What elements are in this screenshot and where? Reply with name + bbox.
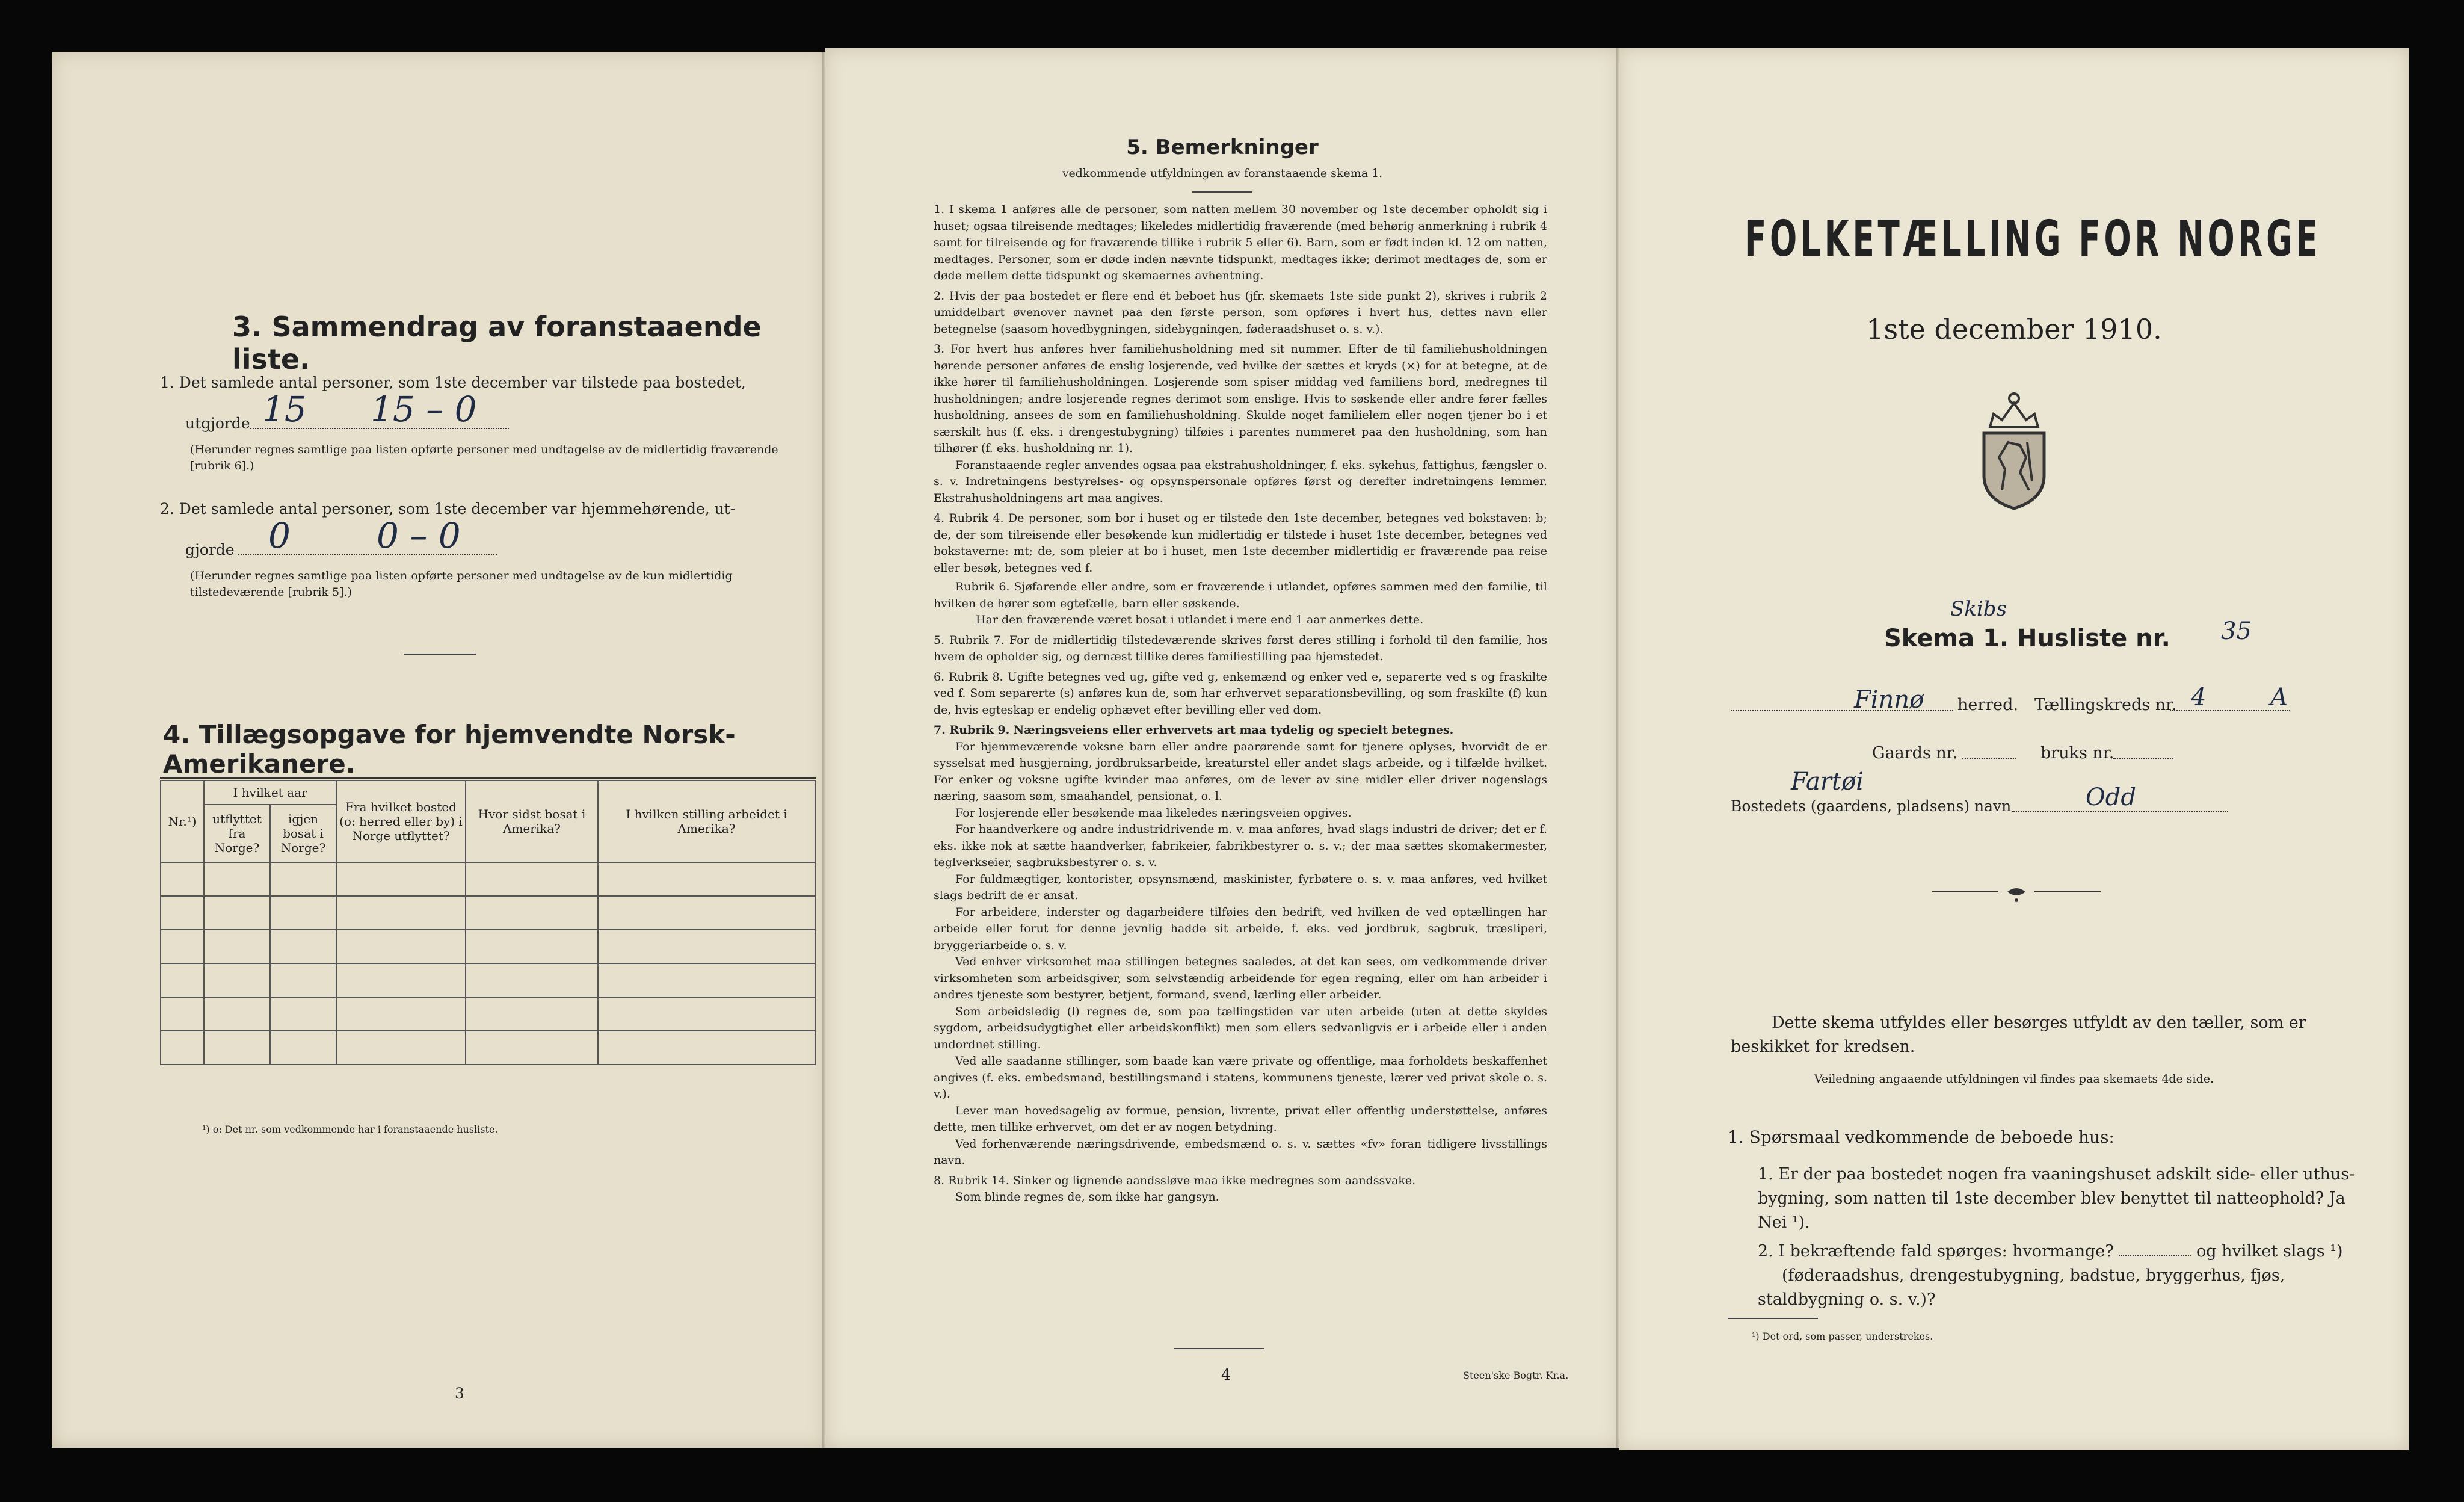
table-row: [161, 896, 815, 930]
col-last-place: Hvor sidst bosat i Amerika?: [466, 780, 598, 862]
item2-line1: 2. Det samlede antal personer, som 1ste december var hjemmehørende, ut-: [160, 500, 736, 518]
col-position: I hvilken stilling arbeidet i Amerika?: [598, 780, 815, 862]
col-group: I hvilket aar: [204, 780, 336, 805]
divider: [1192, 191, 1252, 193]
table-row: [161, 997, 815, 1031]
left-page: [52, 52, 825, 1448]
list-item: Ved forhenværende næringsdrivende, embedsmænd o. s. v. sættes «fv» foran tidligere livsstillings navn.: [934, 1137, 1547, 1167]
right-footnote: ¹) Det ord, som passer, understrekes.: [1752, 1330, 1933, 1342]
bosted-dotline: [2012, 811, 2228, 812]
bemerkninger-subtitle: vedkommende utfyldningen av foranstaaende skema 1.: [1062, 167, 1383, 180]
divider: [404, 654, 476, 655]
schema-hand-top: Skibs: [1950, 597, 2007, 621]
list-item: For losjerende eller besøkende maa likeledes næringsveien opgives.: [955, 806, 1352, 820]
table-row: [161, 862, 815, 896]
list-item: Ved alle saadanne stillinger, som baade kan være private og offentlige, maa forholdets beskaffenhet angives (f. eks. embedsmand, bestillingsmand i statens, kommunens tjeneste, lærer ved privat skole o. s. v.).: [934, 1054, 1547, 1101]
list-item: For fuldmægtiger, kontorister, opsynsmænd, maskinister, fyrbøtere o. s. v. maa anføres, ved hvilket slags bedrift de er ansat.: [934, 872, 1547, 902]
question-2-b: og hvilket slags ¹): [2191, 1242, 2343, 1261]
ornament-divider-icon: [1932, 886, 2101, 904]
page-number-3: 3: [455, 1385, 464, 1402]
question-2-c: (føderaadshus, drengestubygning, badstue, bryggerhus, fjøs, staldbygning o. s. v.)?: [1758, 1266, 2285, 1309]
item2-value-b: 0 – 0: [377, 515, 461, 556]
table-row: [161, 930, 815, 963]
item2-note: (Herunder regnes samtlige paa listen opførte personer med undtagelse av de kun midlertidig tilstedeværende [rubrik 5].): [190, 569, 733, 599]
item1-note: (Herunder regnes samtlige paa listen opførte personer med undtagelse av de midlertidig fraværende [rubrik 6].): [190, 443, 778, 472]
hvormange-dotline: [2119, 1255, 2191, 1256]
document-title: FOLKETÆLLING FOR NORGE: [1745, 211, 2321, 268]
middle-page: [825, 48, 1619, 1448]
item1-value-b: 15 – 0: [371, 389, 477, 430]
table-top-rule: [160, 777, 816, 779]
list-item: 5. Rubrik 7. For de midlertidig tilstedeværende skrives først deres stilling i forhold til den familie, hos hvem de opholder sig, og dernæst tillike deres familiestilling paa hjemstedet.: [934, 633, 1547, 663]
list-item: 6. Rubrik 8. Ugifte betegnes ved ug, gifte ved g, enkemænd og enker ved e, separerte ved s og fraskilte ved f. Som separerte (s) anføres kun de, som har erhvervet separationsbevilling, og som fraskilte (f) kun de, hvis egteskap er endelig ophævet efter bevilling eller ved dom.: [934, 670, 1547, 717]
gaards-dotline: [1962, 758, 2016, 759]
list-item: For hjemmeværende voksne barn eller andre paarørende samt for tjenere oplyses, hvorvidt de er sysselsat med husgjerning, jordbruksarbeide, kreaturstel eller andet slags arbeide, og i tilfælde hvilket. For enker og voksne ugifte kvinder maa anføres, om de lever av sine midler eller driver nogenslags næring, saasom søm, smaahandel, pensionat, o. l.: [934, 740, 1547, 803]
herred-label: herred.: [1957, 696, 2019, 714]
section3-title: 3. Sammendrag av foranstaaende liste.: [232, 311, 762, 376]
section4-footnote: ¹) o: Det nr. som vedkommende har i foranstaaende husliste.: [202, 1123, 498, 1135]
col-returned: igjen bosat i Norge?: [270, 805, 336, 862]
list-item: 4. Rubrik 4. De personer, som bor i huset og er tilstede den 1ste december, betegnes ved bokstaven: b; de, der som tilreisende eller besøkende kun midlertidig er tilstede i huset 1ste december, betegnes ved bokstaverne: mt; de, som pleier at bo i huset, men 1ste december midlertidig er fraværende paa reise eller besøk, betegnes ved f.: [934, 511, 1547, 575]
item2-value-a: 0: [268, 515, 291, 556]
page-number-4: 4: [1221, 1366, 1231, 1383]
question-1: 1. Er der paa bostedet nogen fra vaaningshuset adskilt side- eller uthus-bygning, som natten til 1ste december blev benyttet til natteophold? Ja Nei ¹).: [1758, 1165, 2355, 1232]
question-2: [1758, 1240, 2365, 1312]
bruks-label: bruks nr.: [2040, 744, 2114, 762]
list-item: Ved enhver virksomhet maa stillingen betegnes saaledes, at det kan sees, om vedkommende driver virksomheten som arbeidsgiver, som selvstændig arbeidende for egen regning, eller om han arbeider i andres tjeneste som bestyrer, betjent, formand, svend, lærling eller arbeider.: [934, 955, 1547, 1001]
question-2-a: 2. I bekræftende fald spørges: hvormange?: [1758, 1242, 2119, 1261]
list-item: Har den fraværende været bosat i utlandet i mere end 1 aar anmerkes dette.: [976, 613, 1424, 626]
kreds-hand-a: 4: [2191, 684, 2207, 711]
list-item: For arbeidere, inderster og dagarbeidere tilføies den bedrift, ved hvilken de ved optællingen har arbeide eller forut for denne jevnlig hadde sit arbeide, f. eks. ved jordbruk, sagbruk, træsliperi, bryggeriarbeide o. s. v.: [934, 905, 1547, 952]
schema-hand-nr: 35: [2221, 617, 2252, 645]
schema-label: Skema 1. Husliste nr.: [1884, 625, 2170, 652]
bosted-hand-top: Fartøi: [1791, 768, 1864, 796]
kreds-hand-b: A: [2270, 684, 2288, 711]
bemerkninger-list: [934, 202, 1547, 1206]
item1-label: utgjorde: [185, 415, 250, 432]
divider: [1728, 1318, 1818, 1319]
divider: [1174, 1348, 1264, 1349]
item1-line1: 1. Det samlede antal personer, som 1ste december var tilstede paa bostedet,: [160, 374, 746, 391]
list-item: Rubrik 6. Sjøfarende eller andre, som er fraværende i utlandet, opføres sammen med den familie, til hvilken de hører som egtefælle, barn eller søskende.: [934, 580, 1547, 610]
right-page: [1619, 48, 2409, 1450]
table-row: [161, 963, 815, 997]
col-emigrated: utflyttet fra Norge?: [204, 805, 270, 862]
intro-text: Dette skema utfyldes eller besørges utfyldt av den tæller, som er beskikket for kredsen.: [1731, 1013, 2306, 1056]
herred-hand: Finnø: [1854, 686, 1924, 714]
gaards-label: Gaards nr.: [1872, 744, 1958, 762]
bruks-dotline: [2113, 758, 2173, 759]
list-item: Foranstaaende regler anvendes ogsaa paa ekstrahusholdninger, f. eks. sykehus, fattighus, fængsler o. s. v. Indretningens bestyrelses- og opsynspersonale opføres først og derefter indretningens lemmer. Ekstrahusholdningens art maa angives.: [934, 458, 1547, 505]
coat-of-arms-icon: [1972, 385, 2056, 511]
list-item: 2. Hvis der paa bostedet er flere end ét beboet hus (jfr. skemaets 1ste side punkt 2), skrives i rubrik 2 umiddelbart øvenover navnet paa den første person, som opføres i hvert hus, dettes navn eller betegnelse (saasom hovedbygningen, sidebygningen, føderaadshuset o. s. v.).: [934, 289, 1547, 336]
item2-label: gjorde: [185, 541, 235, 558]
section4-title: 4. Tillægsopgave for hjemvendte Norsk-Amerikanere.: [163, 720, 736, 779]
kreds-label: Tællingskreds nr.: [2034, 696, 2177, 714]
census-date: 1ste december 1910.: [1866, 313, 2162, 345]
list-item: 8. Rubrik 14. Sinker og lignende aandssløve maa ikke medregnes som aandssvake.: [934, 1173, 1416, 1187]
list-item: 7. Rubrik 9. Næringsveiens eller erhvervets art maa tydelig og specielt betegnes.: [934, 723, 1454, 737]
bosted-label: Bostedets (gaardens, pladsens) navn: [1731, 797, 2012, 815]
col-nr: Nr.¹): [161, 780, 204, 862]
list-item: Lever man hovedsagelig av formue, pension, livrente, privat eller offentlig understøttelse, anføres dette, men tillike erhvervet, om det er av nogen betydning.: [934, 1104, 1547, 1134]
guidance-text: Veiledning angaaende utfyldningen vil findes paa skemaets 4de side.: [1814, 1072, 2214, 1086]
list-item: For haandverkere og andre industridrivende m. v. maa anføres, hvad slags industri de driver; det er f. eks. ikke nok at sætte haandverker, fabrikeier, fabrikbestyrer o. s. v.; der maa sættes skomakermester, teglverkseier, sagbruksbestyrer o. s. v.: [934, 823, 1547, 869]
table-row: [161, 1031, 815, 1065]
item1-value-a: 15: [262, 389, 307, 430]
list-item: 1. I skema 1 anføres alle de personer, som natten mellem 30 november og 1ste december opholdt sig i huset; ogsaa tilreisende medtages; likeledes midlertidig fraværende (med behørig anmerkning i rubrik 4 samt for tilreisende og for fraværende tillike i rubrik 5 eller 6). Barn, som er født inden kl. 12 om natten, medtages. Personer, som er døde inden nævnte tidspunkt, medtages ikke; derimot medtages de, som er døde mellem dette tidspunkt og skemaernes avhentning.: [934, 203, 1547, 282]
questions-heading: 1. Spørsmaal vedkommende de beboede hus:: [1728, 1127, 2114, 1147]
bosted-hand: Odd: [2086, 783, 2137, 811]
norsk-amerikanere-table: [160, 780, 816, 1065]
bemerkninger-title: 5. Bemerkninger: [1126, 135, 1319, 159]
list-item: Som arbeidsledig (l) regnes de, som paa tællingstiden var uten arbeide (uten at dette skyldes sygdom, arbeidsudygtighet eller arbeidskonflikt) men som ellers sedvanligvis er i arbeide eller i anden undordnet stilling.: [934, 1004, 1547, 1051]
printer-mark: Steen'ske Bogtr. Kr.a.: [1463, 1370, 1569, 1381]
list-item: 3. For hvert hus anføres hver familiehusholdning med sit nummer. Efter de til familiehusholdningen hørende personer anføres de enslig losjerende, ved hvilke der sættes et kryds (×) for at betegne, at de ikke hører til familiehusholdningen. Losjerende som spiser middag ved familiens bord, medregnes til husholdningen; andre losjerende regnes derimot som enslige. Hvis to søskende eller andre fører fælles husholdning, ansees de som en familiehusholdning. Skulde noget familielem eller nogen tjener bo i et særskilt hus (f. eks. i drengestubygning) tilføies i parentes nummeret paa den husholdning, som han tilhører (f. eks. husholdning nr. 1).: [934, 342, 1547, 455]
list-item: Som blinde regnes de, som ikke har gangsyn.: [955, 1190, 1219, 1204]
col-from-place: Fra hvilket bosted (o: herred eller by) i Norge utflyttet?: [336, 780, 466, 862]
